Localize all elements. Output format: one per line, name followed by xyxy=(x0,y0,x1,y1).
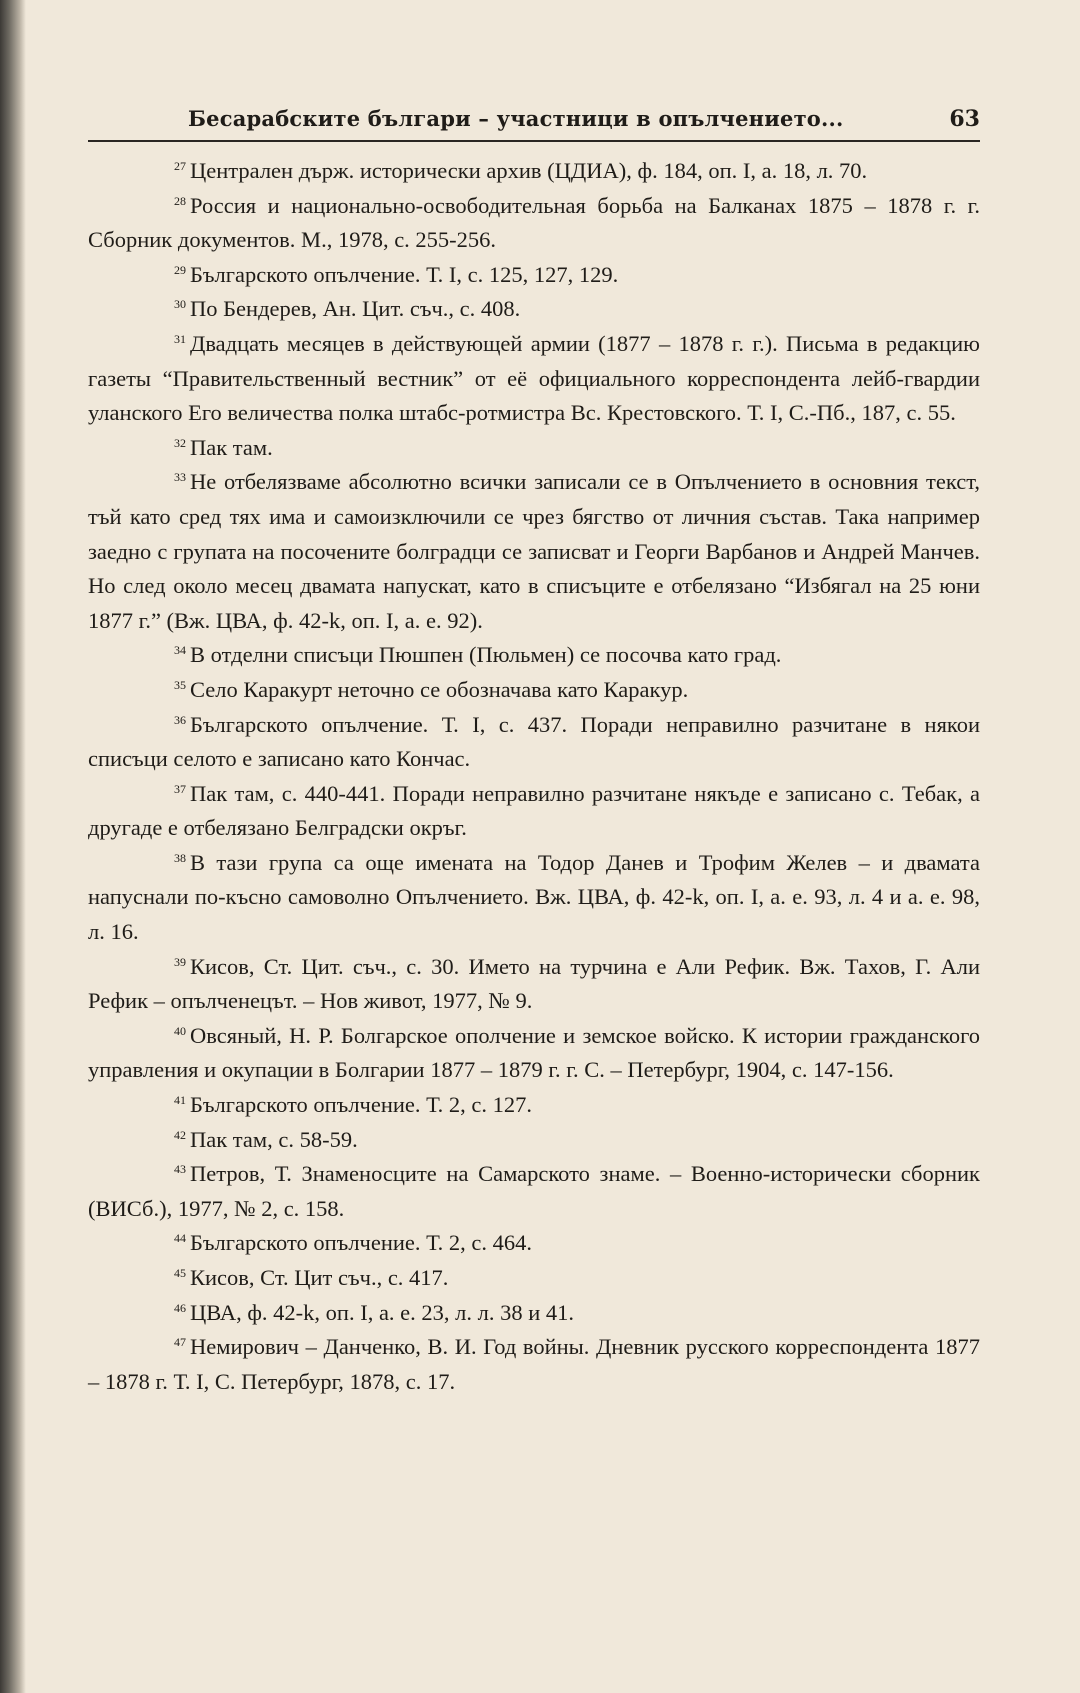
footnote-text: В тази група са още имената на Тодор Данев и Трофим Желев – и двамата напуснали по-късно самоволно Опълчението. Вж. ЦВА, ф. 42-k, оп. I, а. е. 93, л. 4 и а. е. 98, л. 16. xyxy=(88,849,980,945)
footnote-number: 28 xyxy=(174,193,186,208)
footnote-number: 46 xyxy=(174,1300,186,1315)
footnote-number: 36 xyxy=(174,712,186,727)
footnote-text: Пак там, с. 440-441. Поради неправилно разчитане някъде е записано с. Тебак, а другаде е отбелязано Белградски окръг. xyxy=(88,780,980,841)
footnote xyxy=(88,1226,980,1261)
header-rule xyxy=(88,140,980,142)
footnote-text: Централен държ. исторически архив (ЦДИА), ф. 184, оп. I, а. 18, л. 70. xyxy=(190,158,868,183)
footnote xyxy=(88,950,980,1019)
footnote xyxy=(88,431,980,466)
footnote-text: ЦВА, ф. 42-k, оп. I, а. е. 23, л. л. 38 и 41. xyxy=(190,1299,575,1325)
footnote xyxy=(88,154,980,189)
footnote-text: Българското опълчение. Т. I, с. 437. Поради неправилно разчитане в някои списъци селото е записано като Кончас. xyxy=(88,711,980,772)
footnote xyxy=(88,327,980,431)
footnote-text: Пак там, с. 58-59. xyxy=(190,1126,358,1152)
footnote xyxy=(88,1296,980,1331)
footnote xyxy=(88,708,980,777)
footnote-number: 37 xyxy=(174,781,186,796)
footnote-text: Овсяный, Н. Р. Болгарское ополчение и земское войско. К истории гражданского управления и окупации в Болгарии 1877 – 1879 г. г. С. – Петербург, 1904, с. 147-156. xyxy=(88,1022,980,1083)
footnote-text: Българското опълчение. Т. 2, с. 127. xyxy=(190,1092,533,1118)
footnote-text: Петров, Т. Знаменосците на Самарското знаме. – Военно-исторически сборник (ВИСб.), 1977, № 2, с. 158. xyxy=(88,1161,980,1221)
footnote-number: 30 xyxy=(174,297,186,312)
footnote-text: В отделни списъци Пюшпен (Пюльмен) се посочва като град. xyxy=(190,642,782,668)
footnote xyxy=(88,1088,980,1123)
footnote-number: 34 xyxy=(174,643,186,658)
footnote xyxy=(88,1330,980,1399)
footnote xyxy=(88,777,980,846)
footnote-number: 41 xyxy=(174,1093,186,1108)
footnote xyxy=(88,673,980,708)
footnote-text: Кисов, Ст. Цит. съч., с. 30. Името на турчина е Али Рефик. Вж. Тахов, Г. Али Рефик – опълченецът. – Нов живот, 1977, № 9. xyxy=(88,953,980,1014)
running-header-title: Бесарабските българи – участници в опълчението... xyxy=(188,106,844,131)
footnote-text: Кисов, Ст. Цит съч., с. 417. xyxy=(190,1265,449,1290)
footnote xyxy=(88,1261,980,1296)
footnote-text: Село Каракурт неточно се обозначава като Каракур. xyxy=(190,676,689,702)
footnote-number: 27 xyxy=(174,159,186,173)
footnote xyxy=(88,258,980,293)
footnote-text: Двадцать месяцев в действующей армии (1877 – 1878 г. г.). Письма в редакцию газеты “Правительственный вестник” от её официального корреспондента лейб-гвардии уланского Его величества полка штабс-ротмистра Вс. Крестовского. Т. I, С.-Пб., 187, с. 55. xyxy=(88,330,980,426)
footnote xyxy=(88,638,980,673)
footnote-number: 33 xyxy=(174,470,186,485)
footnote-text: Не отбелязваме абсолютно всички записали се в Опълчението в основния текст, тъй като сред тях има и самоизключили се чрез бягство от личния състав. Така например заедно с групата на посочените болградци се записват и Георги Варбанов и Андрей Манчев. Но след около месец двамата напускат, като в списъците е отбелязано “Избягал на 25 юни 1877 г.” (Вж. ЦВА, ф. 42-k, оп. I, а. е. 92). xyxy=(88,469,980,633)
footnote-text: Българското опълчение. Т. I, с. 125, 127, 129. xyxy=(190,261,619,287)
running-header xyxy=(88,106,980,140)
page-number: 63 xyxy=(949,106,980,132)
footnote-number: 45 xyxy=(174,1266,186,1280)
footnote-number: 38 xyxy=(174,850,186,865)
footnote-number: 43 xyxy=(174,1162,186,1177)
footnote-number: 32 xyxy=(174,435,186,450)
footnote-text: По Бендерев, Ан. Цит. съч., с. 408. xyxy=(190,296,521,322)
footnote xyxy=(88,1123,980,1158)
footnote-number: 29 xyxy=(174,262,186,277)
footnote xyxy=(88,1157,980,1226)
footnote-text: Българското опълчение. Т. 2, с. 464. xyxy=(190,1230,533,1256)
footnote-text: Немирович – Данченко, В. И. Год войны. Дневник русского корреспондента 1877 – 1878 г. Т. I, С. Петербург, 1878, с. 17. xyxy=(88,1334,980,1394)
footnote xyxy=(88,292,980,327)
footnotes-list xyxy=(88,154,980,1399)
footnote-number: 40 xyxy=(174,1023,186,1038)
footnote-text: Пак там. xyxy=(190,434,273,460)
footnote-number: 44 xyxy=(174,1231,186,1246)
footnote-number: 35 xyxy=(174,677,186,692)
footnote-text: Россия и национально-освободительная борьба на Балканах 1875 – 1878 г. г. Сборник документов. М., 1978, с. 255-256. xyxy=(88,192,980,253)
footnote-number: 42 xyxy=(174,1127,186,1142)
footnote xyxy=(88,1019,980,1088)
footnote xyxy=(88,846,980,950)
footnote xyxy=(88,189,980,258)
footnote-number: 39 xyxy=(174,954,186,969)
footnote xyxy=(88,465,980,638)
footnote-number: 47 xyxy=(174,1335,186,1350)
footnote-number: 31 xyxy=(174,331,186,346)
